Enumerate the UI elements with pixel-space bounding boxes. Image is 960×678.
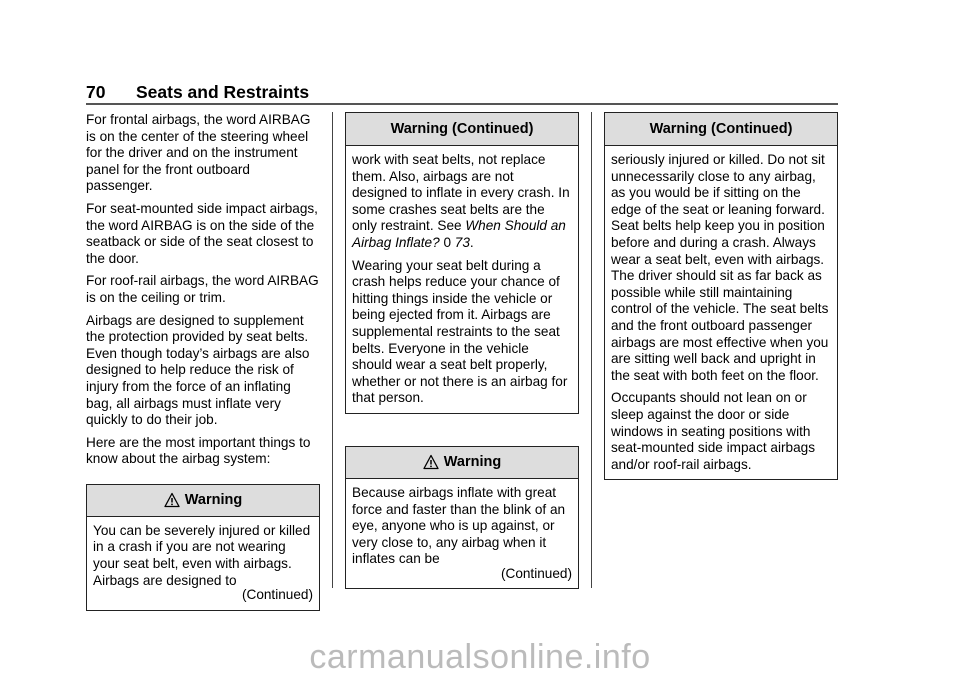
period: .	[469, 234, 474, 250]
page-reference[interactable]: 73	[454, 234, 470, 250]
warning-box	[86, 484, 320, 611]
warning-header	[87, 485, 319, 517]
column-divider-2	[591, 112, 592, 588]
cross-reference-link[interactable]: When Should an Airbag Inflate?	[352, 218, 566, 250]
warning-continued-paragraph: seriously injured or killed. Do not sit unnecessarily close to any airbag, as you would be if sitting on the edge of the seat or leaning forward. Seat belts help keep you in position before and during a crash. Always wear a seat belt, even with airbags. The driver should sit as far back as possible while still maintaining control of the vehicle. The seat belts and the front outboard passenger airbags are most effective when you are sitting well back and upright in the seat with both feet on the floor.	[611, 152, 829, 383]
paragraph: For roof-rail airbags, the word AIRBAG is on the ceiling or trim.	[86, 273, 319, 305]
paragraph: Here are the most important things to know about the airbag system:	[86, 434, 311, 467]
warning-continued-header: Warning (Continued)	[605, 113, 837, 146]
warning-text: work with seat belts, not replace them. Also, airbags are not designed to inflate in every crash. In some crashes seat belts are the only restraint. See	[352, 152, 570, 234]
warning-icon	[164, 492, 180, 508]
warning-title: Warning	[184, 492, 243, 509]
warning-continued-body	[346, 146, 578, 413]
warning-continued-header: Warning (Continued)	[346, 113, 578, 146]
continued-label: (Continued)	[241, 587, 313, 603]
warning-continued-body	[605, 146, 837, 479]
page-number: 70	[86, 82, 106, 102]
section-title: Seats and Restraints	[136, 82, 310, 102]
watermark: carmanualsonline.info	[309, 638, 651, 676]
warning-box	[345, 446, 579, 590]
paragraph: For seat-mounted side impact airbags, the word AIRBAG is on the side of the seatback or side of the seat closest to the door.	[86, 200, 318, 266]
paragraph: Airbags are designed to supplement the protection provided by seat belts. Even though today’s airbags are also designed to help reduce the risk of injury from the force of an inflating bag, all airbags must inflate very quickly to do their job.	[86, 312, 310, 428]
warning-continued-box	[345, 112, 579, 414]
warning-body	[87, 517, 319, 610]
warning-icon	[423, 454, 439, 470]
continued-label: (Continued)	[500, 565, 572, 581]
warning-title: Warning	[443, 454, 502, 471]
header-rule	[86, 103, 838, 105]
paragraph: For frontal airbags, the word AIRBAG is on the center of the steering wheel for the driver and on the instrument panel for the front outboard passenger.	[86, 112, 311, 194]
column-3	[604, 112, 838, 480]
warning-continued-paragraph	[352, 152, 572, 252]
warning-header	[346, 447, 578, 479]
warning-text: Because airbags inflate with great force and faster than the blink of an eye, anyone who is up against, or very close to, any airbag when it inflates can be	[352, 484, 566, 567]
warning-continued-paragraph: Occupants should not lean on or sleep against the door or side windows in seating positions with seat-mounted side impact airbags and/or roof-rail airbags.	[611, 390, 816, 472]
column-2	[345, 112, 579, 589]
warning-body	[346, 479, 578, 589]
warning-continued-paragraph: Wearing your seat belt during a crash helps reduce your chance of hitting things inside the vehicle or being ejected from it. Airbags are supplemental restraints to the seat belts. Everyone in the vehicle should wear a seat belt properly, whether or not there is an airbag for that person.	[352, 257, 568, 406]
column-divider-1	[332, 112, 333, 588]
column-1	[86, 112, 320, 611]
page-header	[86, 82, 838, 104]
warning-continued-box	[604, 112, 838, 480]
page-ref-arrow-icon: 0	[443, 234, 452, 250]
warning-text: You can be severely injured or killed in a crash if you are not wearing your seat belt, even with airbags. Airbags are designed to	[93, 522, 311, 588]
